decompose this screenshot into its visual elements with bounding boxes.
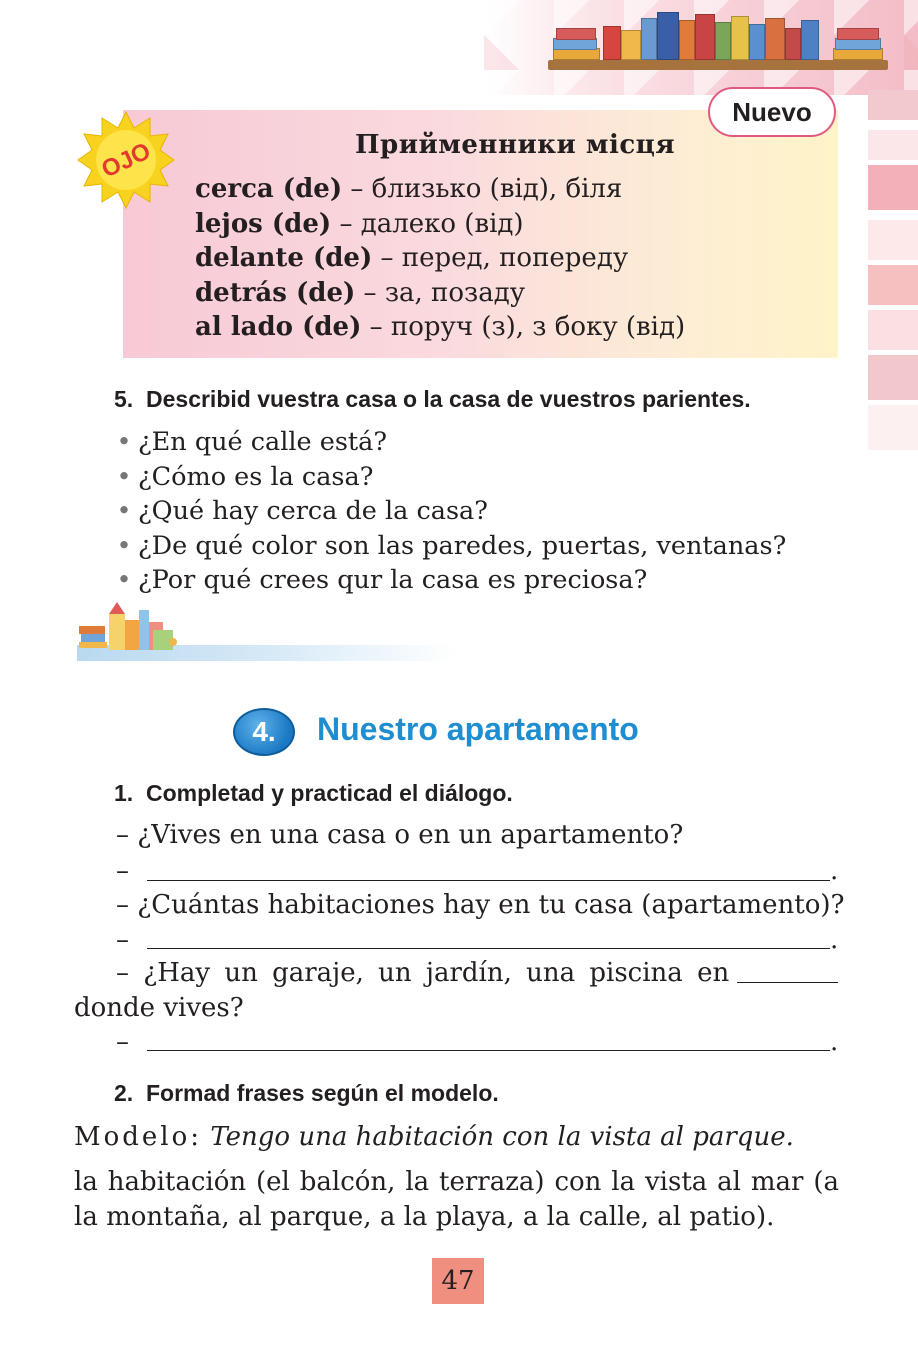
bookshelf: [548, 60, 888, 70]
list-item: delante (de) – перед, попереду: [195, 243, 629, 273]
list-item: • ¿De qué color son las paredes, puertas, ventanas?: [110, 529, 786, 564]
dialog-line: – ¿Cuántas habitaciones hay en tu casa (apartamento)?: [116, 890, 845, 920]
list-item: • ¿Qué hay cerca de la casa?: [110, 494, 786, 529]
dialog-dash: –: [116, 925, 129, 955]
exercise-paragraph: la habitación (el balcón, la terraza) con la vista al mar (a la montaña, al parque, a la playa, a la calle, al patio).: [74, 1167, 839, 1232]
nuevo-badge: Nuevo: [708, 87, 836, 137]
bookshelf-illustration: [553, 12, 883, 60]
task-5-title: 5. Describid vuestra casa o la casa de vuestros parientes.: [114, 386, 751, 412]
list-item: lejos (de) – далеко (від): [195, 208, 524, 239]
dialog-dash: –: [116, 856, 129, 886]
ojo-star-icon: [76, 110, 176, 210]
dialog-line: donde vives?: [74, 993, 244, 1023]
task-2-title: 2. Formad frases según el modelo.: [114, 1080, 499, 1106]
task-1-title: 1. Completad y practicad el diálogo.: [114, 780, 513, 806]
side-decoration: [868, 90, 918, 450]
task-5-questions: [110, 425, 786, 598]
dialog-period: .: [830, 856, 839, 886]
dialog-line: – ¿Hay un garaje, un jardín, una piscina en: [116, 958, 730, 988]
preposition-list: [195, 172, 685, 345]
lesson-title: Nuestro apartamento: [317, 711, 639, 747]
dialog-dash: –: [116, 1027, 129, 1057]
list-item: • ¿Por qué crees qur la casa es preciosa?: [110, 563, 786, 598]
list-item: • ¿En qué calle está?: [110, 425, 786, 460]
answer-blank[interactable]: [147, 1050, 830, 1051]
lesson-number-badge: 4.: [233, 708, 295, 756]
page-number: 47: [432, 1258, 484, 1304]
city-illustration: [77, 600, 477, 662]
list-item: • ¿Cómo es la casa?: [110, 460, 786, 495]
list-item: cerca (de) – близько (від), біля: [195, 174, 623, 204]
answer-blank[interactable]: [737, 982, 838, 983]
dialog-line: – ¿Vives en una casa o en un apartamento?: [116, 820, 684, 850]
answer-blank[interactable]: [147, 948, 830, 949]
grammar-note-title: Прийменники місця: [355, 130, 676, 160]
dialog-period: .: [830, 925, 839, 955]
ojo-label: OJO: [97, 137, 155, 184]
list-item: al lado (de) – поруч (з), з боку (від): [195, 312, 686, 342]
list-item: detrás (de) – за, позаду: [195, 277, 526, 308]
dialog-period: .: [830, 1027, 839, 1057]
answer-blank[interactable]: [147, 880, 830, 881]
model-sentence: Modelo: Tengo una habitación con la vista al parque.: [74, 1122, 794, 1152]
